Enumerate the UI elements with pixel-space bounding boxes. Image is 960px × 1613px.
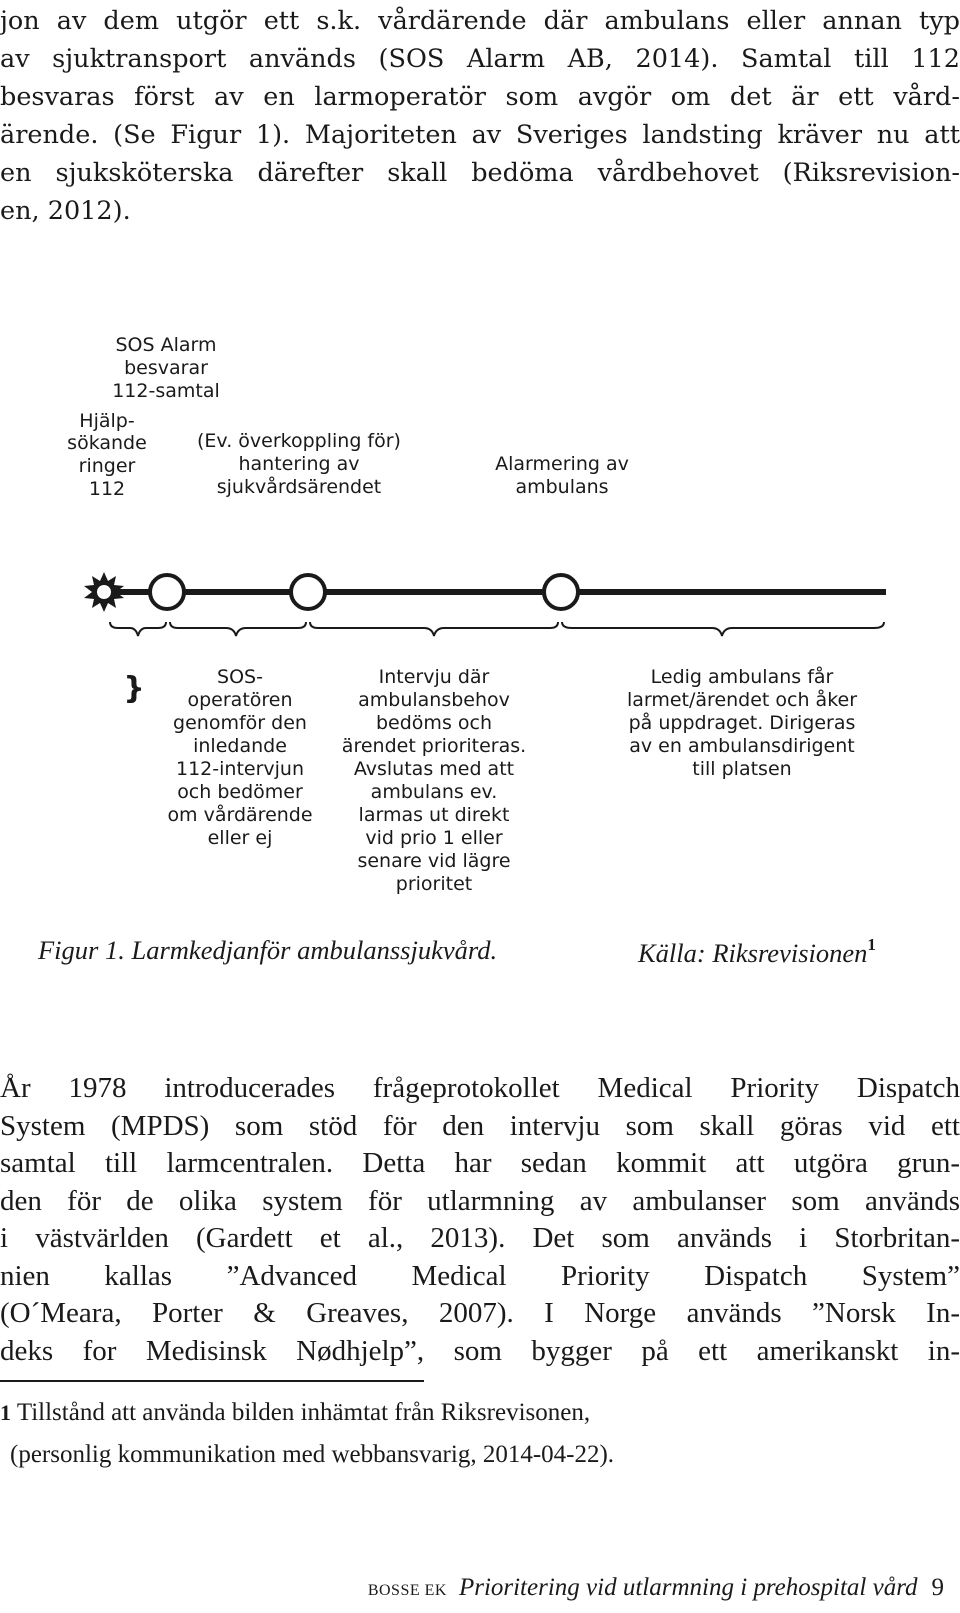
brace-operator: [170, 622, 306, 636]
brace-call: [110, 622, 166, 636]
text-line: en sjuksköterska därefter skall bedöma vårdbehovet (Riksrevision-: [0, 158, 960, 188]
label-operator: [167, 666, 312, 849]
footnote-separator: [0, 1380, 424, 1382]
alarm-chain-diagram: [0, 330, 960, 930]
label-line: hantering av: [238, 453, 360, 475]
label-line: senare vid lägre: [357, 850, 511, 872]
label-line: av en ambulansdirigent: [629, 735, 855, 757]
footnote-mark: 1: [0, 1400, 11, 1425]
author-name: BOSSE EK: [367, 1582, 447, 1599]
label-line: Intervju där: [378, 666, 490, 688]
label-line: bedöms och: [376, 712, 492, 734]
label-interview: [342, 666, 526, 895]
label-line: besvarar: [124, 357, 208, 379]
label-line: 112: [88, 478, 126, 500]
footnote-line: Tillstånd att använda bilden inhämtat från Riksrevisonen,: [16, 1399, 591, 1426]
label-line: till platsen: [692, 758, 792, 780]
node-handover: [291, 575, 325, 609]
label-handover: [197, 430, 401, 498]
running-head: [368, 1574, 944, 1602]
label-line: på uppdraget. Dirigeras: [628, 712, 856, 734]
text-line: av sjuktransport används (SOS Alarm AB, 2014). Samtal till 112: [0, 44, 960, 74]
label-line: Hjälp-: [79, 410, 135, 432]
text-line: besvaras först av en larmoperatör som avgör om det är ett vård-: [0, 82, 960, 112]
label-ambulance: [627, 665, 857, 780]
text-line: (O´Meara, Porter & Greaves, 2007). I Norge används ”Norsk In-: [0, 1297, 960, 1329]
label-line: ambulansbehov: [358, 689, 510, 711]
label-line: inledande: [193, 735, 287, 757]
page-number: 9: [931, 1574, 944, 1601]
footnote-line: (personlig kommunikation med webbansvarig, 2014-04-22).: [10, 1441, 615, 1468]
text-line: en, 2012).: [0, 196, 131, 226]
text-line: System (MPDS) som stöd för den intervju som skall göras vid ett: [0, 1109, 960, 1142]
text-line: samtal till larmcentralen. Detta har sedan kommit att utgöra grun-: [0, 1147, 960, 1179]
label-line: Avslutas med att: [353, 758, 515, 780]
figure-caption: [38, 935, 876, 968]
text-line: deks for Medisinsk Nødhjelp”, som bygger på ett amerikanskt in-: [0, 1334, 960, 1367]
label-line: Ledig ambulans får: [650, 666, 834, 688]
label-line: genomför den: [173, 712, 307, 734]
label-line: vid prio 1 eller: [365, 827, 503, 849]
caption-text: Figur 1. Larmkedjanför ambulanssjukvård.: [38, 935, 498, 965]
label-line: eller ej: [207, 827, 273, 849]
brace-interview: [310, 622, 558, 636]
text-line: År 1978 introducerades frågeprotokollet Medical Priority Dispatch: [0, 1072, 960, 1104]
label-line: 112-samtal: [112, 380, 220, 402]
label-line: SOS-: [217, 666, 263, 688]
call-burst-center: [97, 585, 111, 599]
label-caller: [67, 410, 147, 500]
label-line: ärendet prioriteras.: [341, 735, 527, 757]
label-line: sjukvårdsärendet: [216, 476, 382, 498]
text-line: jon av dem utgör ett s.k. vårdärende där ambulans eller annan typ: [0, 6, 960, 36]
figure-source: [638, 935, 876, 969]
label-line: ambulans: [515, 476, 609, 498]
footnote: [0, 1392, 614, 1476]
label-line: sökande: [67, 432, 147, 454]
text-line: ärende. (Se Figur 1). Majoriteten av Sveriges landsting kräver nu att: [0, 120, 960, 150]
label-line: larmet/ärendet och åker: [626, 689, 858, 711]
label-line: (Ev. överkoppling för): [197, 430, 401, 452]
node-sos-answers: [150, 575, 184, 609]
label-line: prioritet: [395, 873, 473, 895]
text-line: den för de olika system för utlarmning av ambulanser som används: [0, 1184, 960, 1217]
label-line: ambulans ev.: [370, 781, 498, 803]
label-line: om vårdärende: [167, 804, 313, 826]
label-line: ringer: [78, 455, 136, 477]
brace-ambulance: [562, 622, 884, 636]
label-line: och bedömer: [177, 781, 303, 803]
label-line: larmas ut direkt: [358, 804, 510, 826]
document-title: Prioritering vid utlarmning i prehospital vård: [458, 1574, 918, 1601]
label-sos-answers: [112, 334, 220, 402]
text-line: nien kallas ”Advanced Medical Priority Dispatch System”: [0, 1259, 960, 1292]
label-dispatch: [495, 453, 629, 498]
footnote-reference: 1: [867, 935, 876, 954]
node-dispatch: [544, 575, 578, 609]
label-line: 112-intervjun: [176, 758, 304, 780]
main-paragraph: [0, 1070, 960, 1370]
label-line: operatören: [187, 689, 293, 711]
label-line: Alarmering av: [495, 453, 629, 475]
bracket-mark: }: [123, 671, 145, 706]
source-text: Källa: Riksrevisionen: [638, 938, 868, 968]
intro-paragraph: [0, 2, 960, 230]
text-line: i västvärlden (Gardett et al., 2013). Det som används i Storbritan-: [0, 1222, 960, 1254]
label-line: SOS Alarm: [115, 334, 217, 356]
